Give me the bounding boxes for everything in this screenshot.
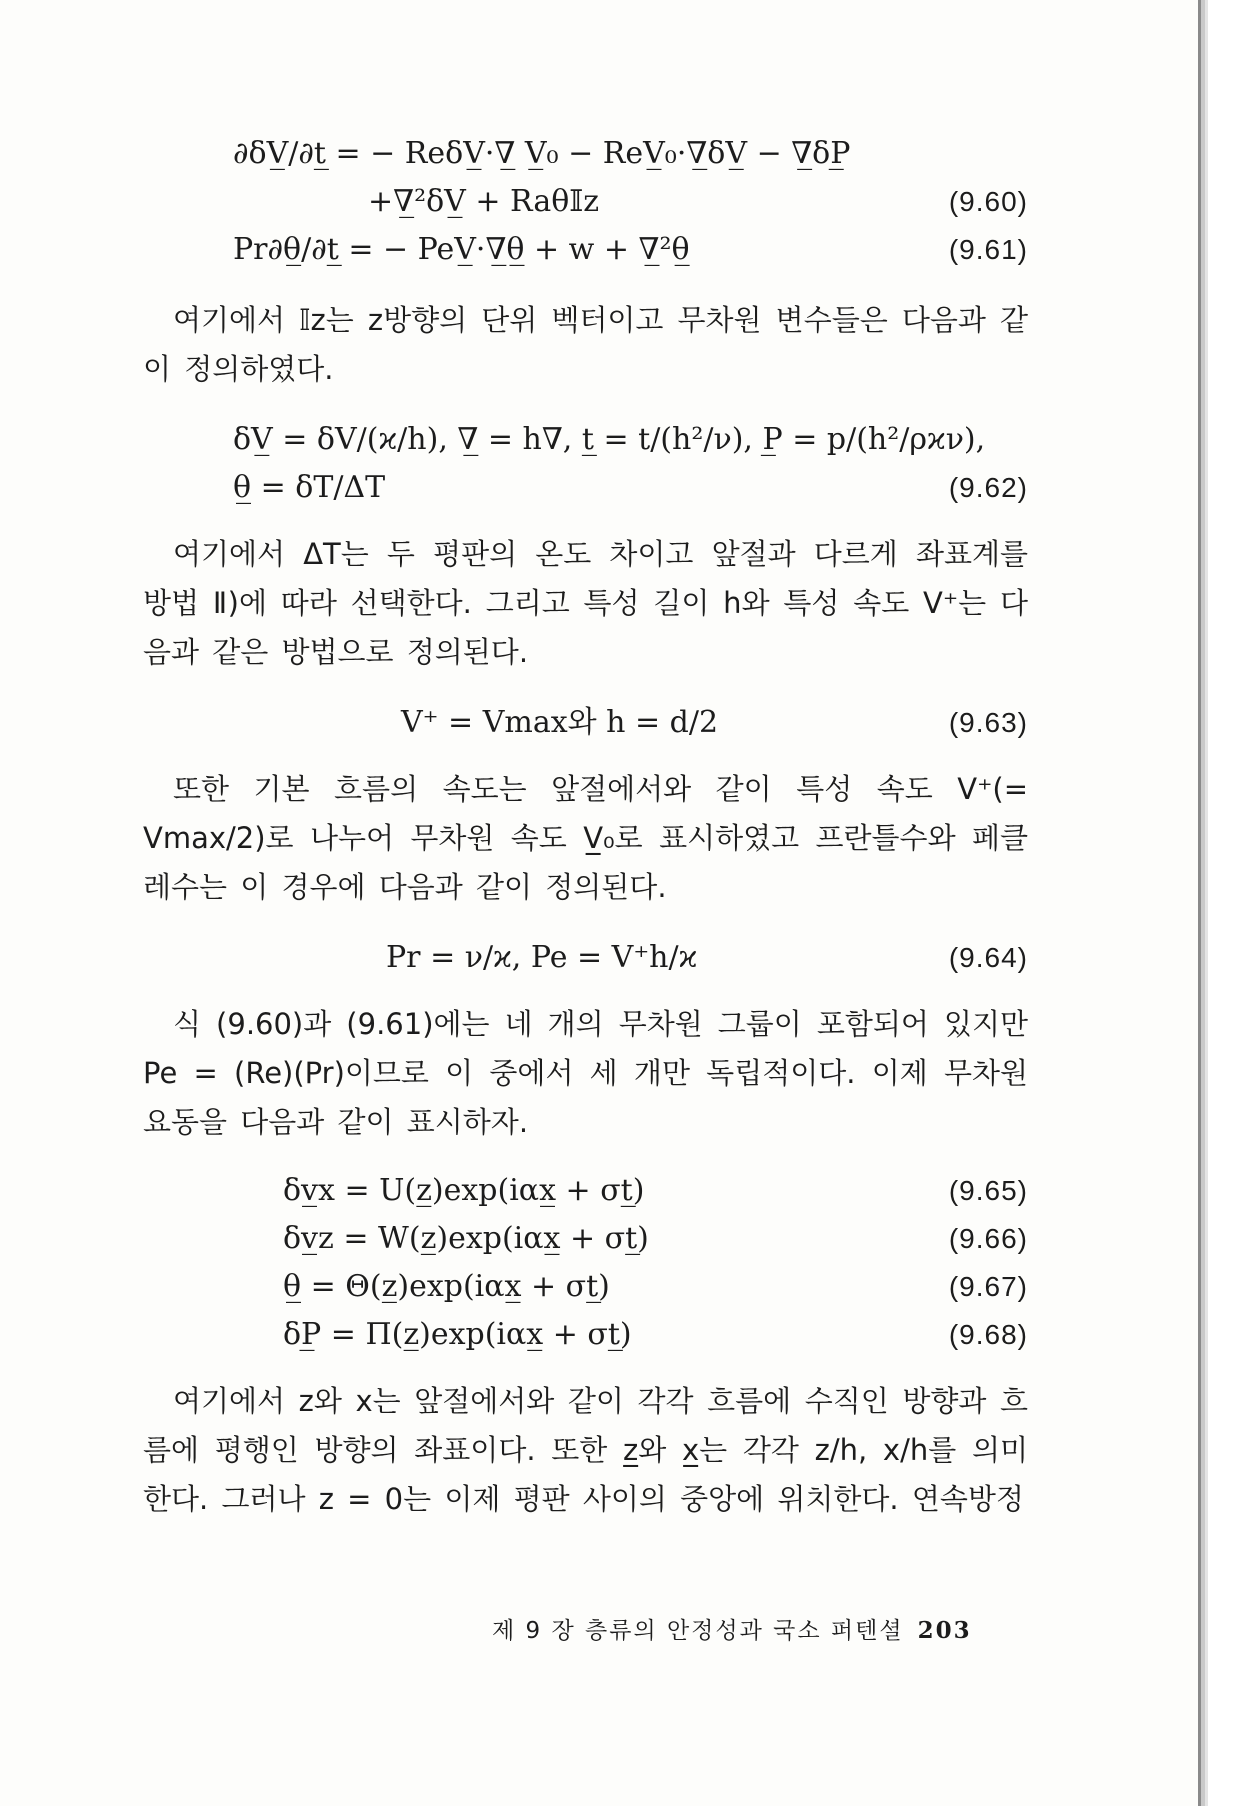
equation-text: θ̲ = δT/ΔT <box>233 470 386 505</box>
equation-number: (9.65) <box>948 1175 1028 1206</box>
equation-text: V⁺ = Vmax와 h = d/2 <box>401 705 719 740</box>
paragraph-text: 식 (9.60)과 (9.61)에는 네 개의 무차원 그룹이 포함되어 있지만 Pe = (Re)(Pr)이므로 이 중에서 세 개만 독립적이다. 이제 무차원 요동을 다음과 같이 표시하자. <box>143 1007 1028 1139</box>
equation-line <box>143 699 1028 747</box>
equation-text: ∂δV̲/∂t̲ = − ReδV̲·∇̲ V̲₀ − ReV̲₀·∇̲δV̲ − ∇̲δP̲ <box>233 136 851 171</box>
paragraph-text: 여기에서 z와 x는 앞절에서와 같이 각각 흐름에 수직인 방향과 흐름에 평행인 방향의 좌표이다. 또한 z̲와 x̲는 각각 z/h, x/h를 의미한다. 그러나 z = 0는 이제 평판 사이의 중앙에 위치한다. 연속방정 <box>143 1384 1028 1516</box>
equation-line <box>143 934 1028 982</box>
equation-text: δv̲x = U(z̲)exp(iαx̲ + σt̲) <box>283 1173 645 1208</box>
equation-number: (9.60) <box>948 186 1028 217</box>
equation-number: (9.61) <box>948 234 1028 265</box>
paragraph-text: 여기에서 𝕀z는 z방향의 단위 벡터이고 무차원 변수들은 다음과 같이 정의하였다. <box>143 303 1028 386</box>
equation-number: (9.68) <box>948 1319 1028 1350</box>
equation-line <box>143 416 1028 464</box>
equation-line <box>143 1263 1028 1311</box>
page-content <box>143 130 1028 1524</box>
equation-block-962 <box>143 416 1028 512</box>
equation-text: +∇̲²δV̲ + Raθ𝕀z <box>368 184 600 219</box>
paragraph-text: 또한 기본 흐름의 속도는 앞절에서와 같이 특성 속도 V⁺(= Vmax/2)로 나누어 무차원 속도 V̲₀로 표시하였고 프란틀수와 페클레수는 이 경우에 다음과 같이 정의된다. <box>143 772 1028 904</box>
paragraph <box>143 1000 1028 1147</box>
equation-number: (9.62) <box>948 472 1028 503</box>
equation-number: (9.63) <box>948 707 1028 738</box>
page-number: 203 <box>917 1617 972 1644</box>
equation-line <box>143 1167 1028 1215</box>
paragraph <box>143 530 1028 677</box>
paragraph <box>143 296 1028 394</box>
equation-number: (9.67) <box>948 1271 1028 1302</box>
paragraph <box>143 765 1028 912</box>
equation-text: δV̲ = δV/(ϰ/h), ∇̲ = h∇, t̲ = t/(h²/ν), P̲ = p/(h²/ρϰν), <box>233 422 986 457</box>
equation-number: (9.66) <box>948 1223 1028 1254</box>
equation-line <box>143 1215 1028 1263</box>
chapter-title: 제 9 장 층류의 안정성과 국소 퍼텐셜 <box>492 1618 904 1644</box>
equation-line <box>143 130 1028 178</box>
equation-block-960-961 <box>143 130 1028 274</box>
equation-text: δv̲z = W(z̲)exp(iαx̲ + σt̲) <box>283 1221 649 1256</box>
equation-line <box>143 226 1028 274</box>
page-footer <box>492 1612 972 1645</box>
equation-line <box>143 1311 1028 1359</box>
page-edge <box>1212 0 1254 1806</box>
equation-line <box>143 178 1028 226</box>
equation-block-963 <box>143 699 1028 747</box>
equation-text: Pr∂θ̲/∂t̲ = − PeV̲·∇̲θ̲ + w + ∇̲²θ̲ <box>233 232 690 267</box>
equation-text: δP̲ = Π(z̲)exp(iαx̲ + σt̲) <box>283 1317 632 1352</box>
equation-line <box>143 464 1028 512</box>
paragraph-text: 여기에서 ΔT는 두 평판의 온도 차이고 앞절과 다르게 좌표계를 방법 Ⅱ)에 따라 선택한다. 그리고 특성 길이 h와 특성 속도 V⁺는 다음과 같은 방법으로 정의된다. <box>143 537 1028 669</box>
equation-text: θ̲ = Θ(z̲)exp(iαx̲ + σt̲) <box>283 1269 610 1304</box>
equation-block-964 <box>143 934 1028 982</box>
paragraph <box>143 1377 1028 1524</box>
equation-text: Pr = ν/ϰ, Pe = V⁺h/ϰ <box>386 940 698 975</box>
equation-number: (9.64) <box>948 942 1028 973</box>
equation-block-965-968 <box>143 1167 1028 1359</box>
